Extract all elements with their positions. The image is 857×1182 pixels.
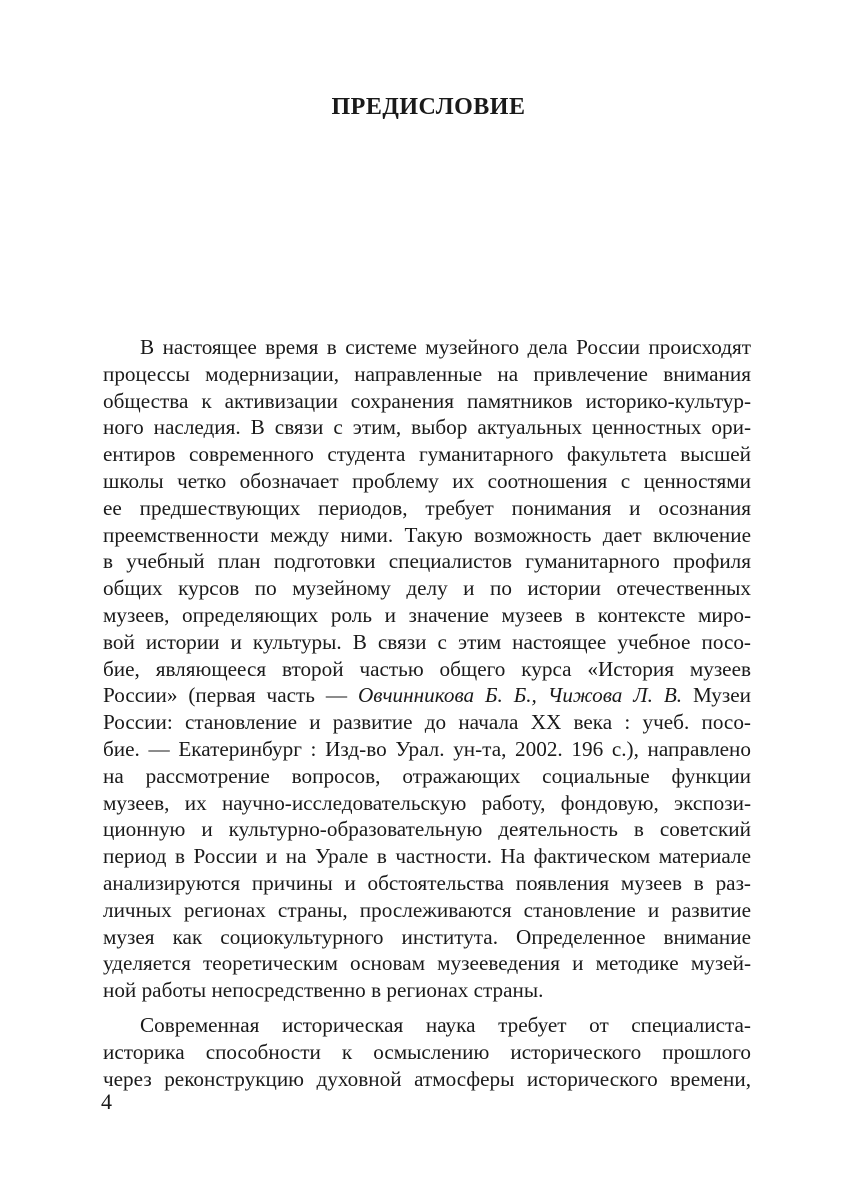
- text-line: ного наследия. В связи с этим, выбор актуальных ценностных ори-: [103, 415, 751, 440]
- text-line: преемственности между ними. Такую возможность дает включение: [103, 522, 751, 547]
- text-line: музеев, их научно-исследовательскую работу, фондовую, экспози-: [103, 790, 751, 815]
- text-line: через реконструкцию духовной атмосферы исторического времени,: [103, 1066, 751, 1091]
- text-line: личных регионах страны, прослеживаются становление и развитие: [103, 897, 751, 922]
- text-line: России: становление и развитие до начала XX века : учеб. посо-: [103, 710, 751, 735]
- text-line: музея как социокультурного института. Определенное внимание: [103, 924, 751, 949]
- text-line: общих курсов по музейному делу и по истории отечественных: [103, 576, 751, 601]
- text-line: школы четко обозначает проблему их соотношения с ценностями: [103, 468, 751, 493]
- text-line: процессы модернизации, направленные на привлечение внимания: [103, 361, 751, 386]
- text-line: музеев, определяющих роль и значение музеев в контексте миро-: [103, 602, 751, 627]
- text-line: В настоящее время в системе музейного дела России происходят: [140, 335, 751, 359]
- text-line: период в России и на Урале в частности. На фактическом материале: [103, 844, 751, 869]
- body-text: [103, 334, 751, 1092]
- text-line: ее предшествующих периодов, требует понимания и осознания: [103, 495, 751, 520]
- text-line: вой истории и культуры. В связи с этим настоящее учебное посо-: [103, 629, 751, 654]
- text-line: уделяется теоретическим основам музееведения и методике музей-: [103, 951, 751, 976]
- text-line: историка способности к осмыслению исторического прошлого: [103, 1039, 751, 1064]
- text-line: ной работы непосредственно в регионах страны.: [103, 978, 544, 1003]
- text-line: бие, являющееся второй частью общего курса «История музеев: [103, 656, 751, 681]
- text-line: анализируются причины и обстоятельства появления музеев в раз-: [103, 870, 751, 895]
- citation-authors: Овчинникова Б. Б., Чижова Л. В.: [357, 683, 683, 708]
- citation-suffix: Музеи: [682, 683, 751, 708]
- text-line-citation: [103, 682, 751, 709]
- text-line: бие. — Екатеринбург : Изд-во Урал. ун-та, 2002. 196 с.), направлено: [103, 736, 751, 761]
- text-line: общества к активизации сохранения памятников историко-культур-: [103, 388, 751, 413]
- citation-prefix: России» (первая часть —: [103, 683, 358, 708]
- page-number: 4: [101, 1089, 112, 1114]
- text-line: ентиров современного студента гуманитарного факультета высшей: [103, 442, 751, 467]
- text-line: ционную и культурно-образовательную деятельность в советский: [103, 817, 751, 842]
- text-line: на рассмотрение вопросов, отражающих социальные функции: [103, 763, 751, 788]
- text-line: в учебный план подготовки специалистов гуманитарного профиля: [103, 549, 751, 574]
- page-title: ПРЕДИСЛОВИЕ: [331, 94, 526, 120]
- text-line: Современная историческая наука требует от специалиста-: [140, 1012, 751, 1037]
